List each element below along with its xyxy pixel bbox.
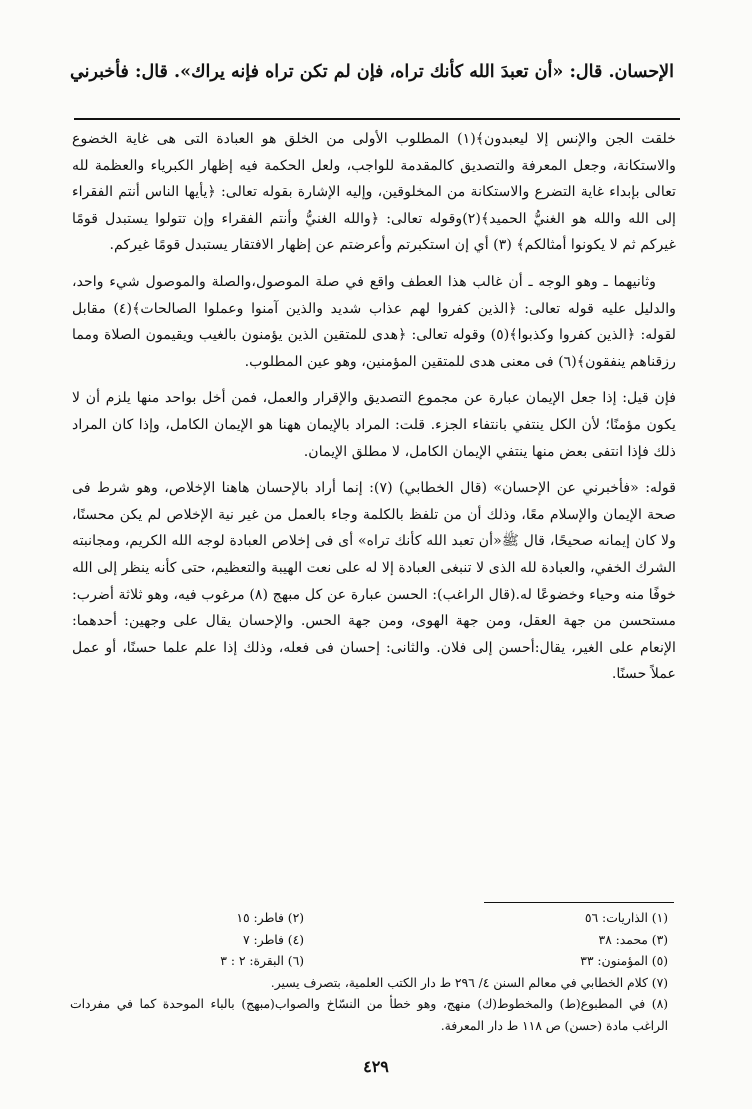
page-number: ٤٢٩ (363, 1057, 389, 1076)
footnote-6: (٦) البقرة: ٢ : ٣ (220, 954, 304, 969)
footnote-divider (484, 902, 674, 903)
paragraph-4: قوله: «فأخبرني عن الإحسان» (قال الخطابي) (٧): إنما أراد بالإحسان هاهنا الإخلاص، وهو شرط فى صحة الإيمان والإسلام معًا، وذلك أن من تلفظ بالكلمة وجاء بالعمل من غير نية الإخلاص لم يكن محسنًا، ولا كان إيمانه صحيحًا، قال ﷺ«أن تعبد الله كأنك تراه» أى فى إخلاص العبادة لوجه الله الكريم، ومجانبته الشرك الخفي، والعبادة لله الذى لا تنبغى العبادة إلا له على نعت الهيبة والتعظيم، حتى كأنه ينظر إلى الله خوفًا منه وحياء وخضوعًا له.(قال الراغب): الحسن عبارة عن كل مبهج (٨) مرغوب فيه، وهو ثلاثة أضرب: مستحسن من جهة العقل، ومن جهة الهوى، ومن جهة الحس. والإحسان يقال على وجهين: أحدهما: الإنعام على الغير، يقال:أحسن إلى فلان. والثانى: إحسان فى فعله، وذلك إذا علم علما حسنًا، أو عمل عملاً حسنًا. (72, 480, 677, 683)
footnote-3: (٣) محمد: ٣٨ (598, 932, 668, 947)
footnote-1: (١) الذاريات: ٥٦ (584, 911, 668, 925)
footnote-7: (٧) كلام الخطابي في معالم السنن ٤/ ٢٩٦ ط دار الكتب العلمية، بتصرف يسير. (270, 975, 668, 990)
footnotes (70, 908, 668, 1038)
footnote-5: (٥) المؤمنون: ٣٣ (580, 954, 668, 969)
main-text (72, 126, 676, 698)
footnote-8: (٨) في المطبوع(ط) والمخطوط(ك) منهج، وهو خطأ من النسّاخ والصواب(مبهج) بالباء الموحدة كما في مفردات الراغب مادة (حسن) ص ١١٨ ط دار المعرفة. (70, 997, 668, 1033)
paragraph-2: وثانيهما ـ وهو الوجه ـ أن غالب هذا العطف واقع في صلة الموصول،والصلة والموصول شيء واحد، والدليل عليه قوله تعالى: ﴿الذين كفروا لهم عذاب شديد والذين آمنوا وعملوا الصالحات﴾(٤) مقابل لقوله: ﴿الذين كفروا وكذبوا﴾(٥) وقوله تعالى: ﴿هدى للمتقين الذين يؤمنون بالغيب ويقيمون الصلاة ومما رزقناهم ينفقون﴾(٦) فى معنى هدى للمتقين المؤمنين، وهو عين المطلوب. (72, 273, 676, 370)
footnote-4: (٤) فاطر: ٧ (243, 932, 304, 947)
running-header: الإحسان. قال: «أن تعبدَ الله كأنك تراه، فإن لم تكن تراه فإنه يراك». قال: فأخبرني (70, 62, 674, 82)
footnote-grid (70, 908, 668, 973)
paragraph-1: خلقت الجن والإنس إلا ليعبدون﴾(١) المطلوب الأولى من الخلق هو العبادة التى هى غاية الخضوع والاستكانة، وجعل المعرفة والتصديق كالمقدمة للواجب، ولعل الحكمة فيه إظهار الكبرياء والعظمة لله تعالى بإبداء غاية التضرع والاستكانة من المخلوقين، وإليه الإشارة بقوله تعالى: ﴿يأيها الناس أنتم الفقراء إلى الله والله هو الغنيُّ الحميد﴾(٢)وقوله تعالى: ﴿والله الغنيُّ وأنتم الفقراء وإن تتولوا يستبدل قومًا غيركم ثم لا يكونوا أمثالكم﴾ (٣) أي إن استكبرتم وأعرضتم عن إظهار الافتقار يستبدل قومًا غيركم. (72, 131, 676, 254)
paragraph-3: فإن قيل: إذا جعل الإيمان عبارة عن مجموع التصديق والإقرار والعمل، فمن أخل بواحد منها يلزم أن لا يكون مؤمنًا؛ لأن الكل ينتفي بانتفاء الجزء. قلت: المراد بالإيمان ههنا هو الإيمان الكامل، وإذا كان المراد ذلك فإذا انتفى بعض منها ينتفي الإيمان الكامل، لا مطلق الإيمان. (72, 390, 676, 460)
footnote-2: (٢) فاطر: ١٥ (236, 911, 304, 925)
header-divider (74, 118, 680, 120)
